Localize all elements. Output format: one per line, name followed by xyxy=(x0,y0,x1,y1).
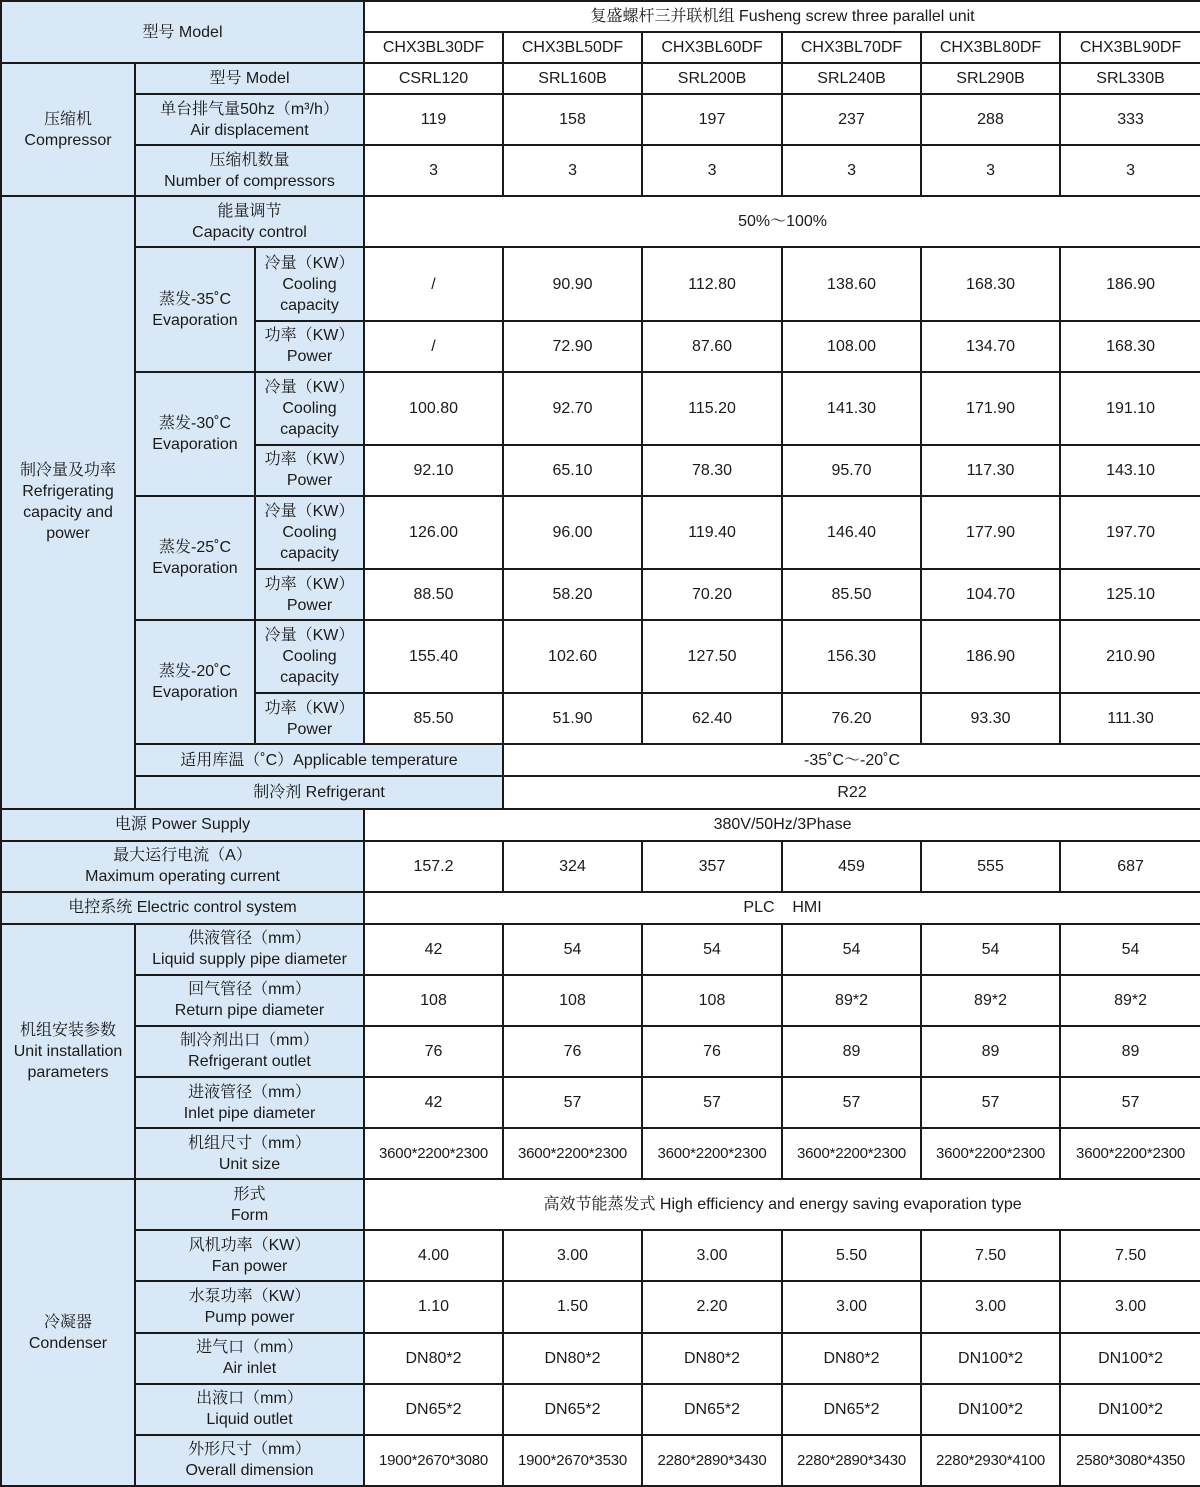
table-row xyxy=(1,744,1200,776)
value-cell: DN80*2 xyxy=(642,1333,782,1384)
value-cell: 89*2 xyxy=(921,975,1060,1026)
value-cell: DN80*2 xyxy=(782,1333,921,1384)
cell-line: Compressor xyxy=(24,131,112,149)
value-cell: 54 xyxy=(503,924,642,975)
condenser-form-label xyxy=(135,1179,364,1230)
value-cell: 62.40 xyxy=(642,693,782,744)
value-cell: SRL240B xyxy=(782,63,921,94)
value-cell: 158 xyxy=(503,94,642,145)
table-row xyxy=(1,1435,1200,1486)
table-row xyxy=(1,892,1200,924)
value-cell: 54 xyxy=(642,924,782,975)
table-row xyxy=(1,145,1200,196)
value-cell: 687 xyxy=(1060,841,1200,892)
table-row xyxy=(1,94,1200,145)
cell-line: 水泵功率（KW） xyxy=(188,1287,311,1305)
value-cell: 3 xyxy=(782,145,921,196)
value-cell: 3.00 xyxy=(1060,1281,1200,1332)
value-cell: 108 xyxy=(364,975,503,1026)
installation-param-label xyxy=(135,1077,364,1128)
table-row xyxy=(1,1,1200,32)
cell-line: 形式 xyxy=(233,1185,266,1203)
value-cell: 333 xyxy=(1060,94,1200,145)
cell-line: Fan power xyxy=(211,1257,288,1275)
value-cell: 72.90 xyxy=(503,321,642,372)
value-cell: 89 xyxy=(1060,1026,1200,1077)
model-name: CHX3BL50DF xyxy=(503,32,642,63)
cell-line: Evaporation xyxy=(152,684,238,702)
cell-line: 进液管径（mm） xyxy=(188,1083,311,1101)
table-row xyxy=(1,1077,1200,1128)
value-cell: DN80*2 xyxy=(364,1333,503,1384)
cell-line: Form xyxy=(230,1206,269,1224)
cell-line: 回气管径（mm） xyxy=(188,981,311,999)
cell-line: Inlet pipe diameter xyxy=(183,1104,316,1122)
cell-line: 冷凝器 xyxy=(43,1313,92,1331)
value-cell: 191.10 xyxy=(1060,372,1200,445)
cell-line: Cooling xyxy=(282,524,337,541)
compressor-model-label: 型号 Model xyxy=(135,63,364,94)
value-cell: 237 xyxy=(782,94,921,145)
value-cell: 119.40 xyxy=(642,496,782,569)
cell-line: Evaporation xyxy=(152,560,238,578)
cell-line: 蒸发-25˚C xyxy=(158,539,231,557)
power-label xyxy=(255,693,364,744)
value-cell: 3600*2200*2300 xyxy=(782,1128,921,1179)
value-cell: 92.10 xyxy=(364,445,503,496)
table-row xyxy=(1,620,1200,693)
value-cell: 102.60 xyxy=(503,620,642,693)
value-cell: 171.90 xyxy=(921,372,1060,445)
evaporation-label xyxy=(135,496,255,620)
value-cell: 119 xyxy=(364,94,503,145)
table-row xyxy=(1,1026,1200,1077)
evaporation-label xyxy=(135,247,255,371)
value-cell: 58.20 xyxy=(503,569,642,620)
cell-line: Number of compressors xyxy=(164,172,335,190)
value-cell: 76.20 xyxy=(782,693,921,744)
value-cell: 92.70 xyxy=(503,372,642,445)
value-cell: 5.50 xyxy=(782,1230,921,1281)
value-cell: 3.00 xyxy=(642,1230,782,1281)
compressor-label xyxy=(1,63,135,196)
value-cell: 65.10 xyxy=(503,445,642,496)
value-cell: 127.50 xyxy=(642,620,782,693)
cell-line: 蒸发-35˚C xyxy=(158,290,231,308)
cell-line: Capacity control xyxy=(192,223,307,241)
refrigerant-label: 制冷剂 Refrigerant xyxy=(135,776,503,808)
refrigerant-value: R22 xyxy=(503,776,1200,808)
cell-line: Power xyxy=(286,472,333,490)
model-name: CHX3BL70DF xyxy=(782,32,921,63)
value-cell: 112.80 xyxy=(642,247,782,320)
evaporation-label xyxy=(135,620,255,744)
condenser-param-label xyxy=(135,1281,364,1332)
compressor-param-label xyxy=(135,145,364,196)
value-cell: 141.30 xyxy=(782,372,921,445)
value-cell: 288 xyxy=(921,94,1060,145)
installation-param-label xyxy=(135,975,364,1026)
table-row xyxy=(1,809,1200,841)
cell-line: 蒸发-30˚C xyxy=(158,414,231,432)
cell-line: capacity xyxy=(280,420,339,438)
value-cell: 3.00 xyxy=(921,1281,1060,1332)
cell-line: Power xyxy=(286,596,333,614)
value-cell: 3600*2200*2300 xyxy=(921,1128,1060,1179)
value-cell: 57 xyxy=(782,1077,921,1128)
applicable-temp-label: 适用库温（˚C）Applicable temperature xyxy=(135,744,503,776)
cell-line: capacity xyxy=(280,669,339,687)
cell-line: 冷量（KW） xyxy=(264,378,355,396)
condenser-form-value: 高效节能蒸发式 High efficiency and energy saving evaporation type xyxy=(364,1179,1200,1230)
value-cell: 3600*2200*2300 xyxy=(503,1128,642,1179)
installation-label xyxy=(1,924,135,1179)
value-cell: 89*2 xyxy=(782,975,921,1026)
model-name: CHX3BL90DF xyxy=(1060,32,1200,63)
condenser-param-label xyxy=(135,1435,364,1486)
model-name: CHX3BL30DF xyxy=(364,32,503,63)
value-cell: 3.00 xyxy=(503,1230,642,1281)
value-cell: 143.10 xyxy=(1060,445,1200,496)
value-cell: 3600*2200*2300 xyxy=(642,1128,782,1179)
value-cell: 93.30 xyxy=(921,693,1060,744)
cell-line: Cooling xyxy=(282,648,337,666)
cell-line: 能量调节 xyxy=(217,202,282,220)
value-cell: DN100*2 xyxy=(1060,1333,1200,1384)
cell-line: 功率（KW） xyxy=(264,451,355,469)
value-cell: 115.20 xyxy=(642,372,782,445)
cell-line: 功率（KW） xyxy=(264,699,355,717)
value-cell: 42 xyxy=(364,1077,503,1128)
cooling-capacity-label xyxy=(255,372,364,445)
value-cell: 459 xyxy=(782,841,921,892)
value-cell: 7.50 xyxy=(1060,1230,1200,1281)
value-cell: 54 xyxy=(1060,924,1200,975)
cooling-capacity-label xyxy=(255,247,364,320)
value-cell: 85.50 xyxy=(364,693,503,744)
table-row xyxy=(1,196,1200,247)
cell-line: Evaporation xyxy=(152,435,238,453)
cell-line: 单台排气量50hz（m³/h） xyxy=(160,100,339,118)
value-cell: 57 xyxy=(1060,1077,1200,1128)
cell-line: Liquid outlet xyxy=(206,1411,293,1429)
value-cell: 57 xyxy=(921,1077,1060,1128)
value-cell: 138.60 xyxy=(782,247,921,320)
cell-line: power xyxy=(46,525,90,543)
max-current-label xyxy=(1,841,364,892)
cell-line: capacity xyxy=(280,545,339,562)
value-cell: 197.70 xyxy=(1060,496,1200,569)
installation-param-label xyxy=(135,924,364,975)
value-cell: 3 xyxy=(921,145,1060,196)
value-cell: DN65*2 xyxy=(782,1384,921,1435)
cell-line: 供液管径（mm） xyxy=(188,930,311,948)
value-cell: 57 xyxy=(642,1077,782,1128)
value-cell: 186.90 xyxy=(921,620,1060,693)
cell-line: Cooling xyxy=(282,399,337,417)
power-label xyxy=(255,445,364,496)
value-cell: 1.10 xyxy=(364,1281,503,1332)
value-cell: 90.90 xyxy=(503,247,642,320)
table-row xyxy=(1,1128,1200,1179)
condenser-param-label xyxy=(135,1230,364,1281)
cell-line: 风机功率（KW） xyxy=(188,1236,311,1254)
cell-line: capacity xyxy=(280,296,339,314)
value-cell: 1.50 xyxy=(503,1281,642,1332)
cell-line: 进气口（mm） xyxy=(196,1339,303,1357)
value-cell: 76 xyxy=(364,1026,503,1077)
power-label xyxy=(255,321,364,372)
value-cell: 87.60 xyxy=(642,321,782,372)
value-cell: 76 xyxy=(503,1026,642,1077)
cell-line: Maximum operating current xyxy=(85,868,280,886)
applicable-temp-value: -35˚C～-20˚C xyxy=(503,744,1200,776)
value-cell: DN65*2 xyxy=(364,1384,503,1435)
table-row xyxy=(1,1230,1200,1281)
value-cell: 555 xyxy=(921,841,1060,892)
table-row xyxy=(1,1179,1200,1230)
table-row xyxy=(1,975,1200,1026)
cell-line: Evaporation xyxy=(152,311,238,329)
value-cell: 157.2 xyxy=(364,841,503,892)
cell-line: 外形尺寸（mm） xyxy=(188,1441,311,1459)
cell-line: 功率（KW） xyxy=(264,327,355,345)
model-name: CHX3BL60DF xyxy=(642,32,782,63)
compressor-param-label xyxy=(135,94,364,145)
value-cell: 88.50 xyxy=(364,569,503,620)
value-cell: SRL290B xyxy=(921,63,1060,94)
value-cell: 89*2 xyxy=(1060,975,1200,1026)
value-cell: 134.70 xyxy=(921,321,1060,372)
value-cell: / xyxy=(364,321,503,372)
value-cell: 57 xyxy=(503,1077,642,1128)
cell-line: Overall dimension xyxy=(185,1462,314,1480)
cell-line: 压缩机数量 xyxy=(209,151,290,169)
table-row xyxy=(1,1281,1200,1332)
value-cell: 2280*2890*3430 xyxy=(642,1435,782,1486)
evaporation-label xyxy=(135,372,255,496)
cell-line: 冷量（KW） xyxy=(264,254,355,272)
value-cell: CSRL120 xyxy=(364,63,503,94)
value-cell: DN65*2 xyxy=(642,1384,782,1435)
cooling-capacity-label xyxy=(255,496,364,569)
value-cell: 51.90 xyxy=(503,693,642,744)
value-cell: 108 xyxy=(503,975,642,1026)
cell-line: Condenser xyxy=(28,1334,108,1352)
value-cell: 210.90 xyxy=(1060,620,1200,693)
value-cell: 324 xyxy=(503,841,642,892)
cell-line: Air displacement xyxy=(190,121,309,139)
cell-line: 压缩机 xyxy=(43,110,92,128)
value-cell: 186.90 xyxy=(1060,247,1200,320)
value-cell: 177.90 xyxy=(921,496,1060,569)
installation-param-label xyxy=(135,1128,364,1179)
cell-line: 最大运行电流（A） xyxy=(113,847,252,865)
table-row xyxy=(1,496,1200,569)
value-cell: 85.50 xyxy=(782,569,921,620)
model-name: CHX3BL80DF xyxy=(921,32,1060,63)
condenser-param-label xyxy=(135,1384,364,1435)
cell-line: Liquid supply pipe diameter xyxy=(152,951,347,969)
value-cell: 78.30 xyxy=(642,445,782,496)
value-cell: 2.20 xyxy=(642,1281,782,1332)
installation-param-label xyxy=(135,1026,364,1077)
value-cell: DN100*2 xyxy=(921,1333,1060,1384)
unit-title: 复盛螺杆三并联机组 Fusheng screw three parallel unit xyxy=(364,1,1200,32)
control-system-label: 电控系统 Electric control system xyxy=(1,892,364,924)
capacity-control-value: 50%～100% xyxy=(364,196,1200,247)
table-row xyxy=(1,372,1200,445)
cell-line: 出液口（mm） xyxy=(196,1390,303,1408)
value-cell: 125.10 xyxy=(1060,569,1200,620)
spec-table-body xyxy=(1,1,1200,1486)
cell-line: 机组尺寸（mm） xyxy=(188,1134,311,1152)
value-cell: 3 xyxy=(503,145,642,196)
cell-line: 制冷剂出口（mm） xyxy=(180,1032,319,1050)
value-cell: 89 xyxy=(921,1026,1060,1077)
value-cell: 2280*2890*3430 xyxy=(782,1435,921,1486)
capacity-control-label xyxy=(135,196,364,247)
table-row xyxy=(1,841,1200,892)
cell-line: Refrigerant outlet xyxy=(188,1053,311,1071)
table-row xyxy=(1,776,1200,808)
cell-line: 冷量（KW） xyxy=(264,503,355,520)
value-cell: 4.00 xyxy=(364,1230,503,1281)
table-row xyxy=(1,1384,1200,1435)
table-row xyxy=(1,924,1200,975)
cell-line: parameters xyxy=(27,1063,109,1081)
value-cell: 3600*2200*2300 xyxy=(1060,1128,1200,1179)
cell-line: 功率（KW） xyxy=(264,575,355,593)
value-cell: 89 xyxy=(782,1026,921,1077)
table-row xyxy=(1,1333,1200,1384)
value-cell: 146.40 xyxy=(782,496,921,569)
value-cell: 111.30 xyxy=(1060,693,1200,744)
value-cell: 3.00 xyxy=(782,1281,921,1332)
cell-line: Refrigerating xyxy=(22,483,114,501)
value-cell: 54 xyxy=(782,924,921,975)
power-supply-label: 电源 Power Supply xyxy=(1,809,364,841)
value-cell: 168.30 xyxy=(1060,321,1200,372)
value-cell: 117.30 xyxy=(921,445,1060,496)
cell-line: Unit size xyxy=(218,1155,281,1173)
value-cell: / xyxy=(364,247,503,320)
value-cell: 357 xyxy=(642,841,782,892)
condenser-label xyxy=(1,1179,135,1486)
value-cell: 3 xyxy=(1060,145,1200,196)
cell-line: 机组安装参数 xyxy=(19,1021,116,1039)
cell-line: 冷量（KW） xyxy=(264,627,355,645)
cell-line: Unit installation xyxy=(13,1042,123,1060)
power-label xyxy=(255,569,364,620)
value-cell: SRL200B xyxy=(642,63,782,94)
value-cell: 7.50 xyxy=(921,1230,1060,1281)
cell-line: Cooling xyxy=(282,275,337,293)
value-cell: 95.70 xyxy=(782,445,921,496)
table-row xyxy=(1,247,1200,320)
value-cell: 156.30 xyxy=(782,620,921,693)
model-header-label: 型号 Model xyxy=(1,1,364,63)
value-cell: SRL160B xyxy=(503,63,642,94)
condenser-param-label xyxy=(135,1333,364,1384)
value-cell: DN65*2 xyxy=(503,1384,642,1435)
cell-line: Air inlet xyxy=(222,1360,277,1378)
value-cell: SRL330B xyxy=(1060,63,1200,94)
value-cell: 2280*2930*4100 xyxy=(921,1435,1060,1486)
value-cell: 3 xyxy=(364,145,503,196)
cooling-capacity-label xyxy=(255,620,364,693)
power-supply-value: 380V/50Hz/3Phase xyxy=(364,809,1200,841)
value-cell: 76 xyxy=(642,1026,782,1077)
refrigeration-label xyxy=(1,196,135,808)
value-cell: 104.70 xyxy=(921,569,1060,620)
value-cell: DN100*2 xyxy=(921,1384,1060,1435)
value-cell: 1900*2670*3530 xyxy=(503,1435,642,1486)
cell-line: 蒸发-20˚C xyxy=(158,663,231,681)
value-cell: 108 xyxy=(642,975,782,1026)
value-cell: 54 xyxy=(921,924,1060,975)
value-cell: 2580*3080*4350 xyxy=(1060,1435,1200,1486)
value-cell: 3600*2200*2300 xyxy=(364,1128,503,1179)
value-cell: 100.80 xyxy=(364,372,503,445)
value-cell: 70.20 xyxy=(642,569,782,620)
value-cell: 42 xyxy=(364,924,503,975)
cell-line: Pump power xyxy=(204,1308,295,1326)
control-system-value: PLC HMI xyxy=(364,892,1200,924)
value-cell: 3 xyxy=(642,145,782,196)
value-cell: 126.00 xyxy=(364,496,503,569)
value-cell: DN80*2 xyxy=(503,1333,642,1384)
cell-line: capacity and xyxy=(23,504,113,522)
value-cell: DN100*2 xyxy=(1060,1384,1200,1435)
value-cell: 168.30 xyxy=(921,247,1060,320)
value-cell: 108.00 xyxy=(782,321,921,372)
cell-line: 制冷量及功率 xyxy=(19,462,116,480)
cell-line: Power xyxy=(286,348,333,366)
value-cell: 96.00 xyxy=(503,496,642,569)
table-row xyxy=(1,63,1200,94)
cell-line: Return pipe diameter xyxy=(174,1002,325,1020)
cell-line: Power xyxy=(286,720,333,738)
value-cell: 155.40 xyxy=(364,620,503,693)
value-cell: 1900*2670*3080 xyxy=(364,1435,503,1486)
value-cell: 197 xyxy=(642,94,782,145)
